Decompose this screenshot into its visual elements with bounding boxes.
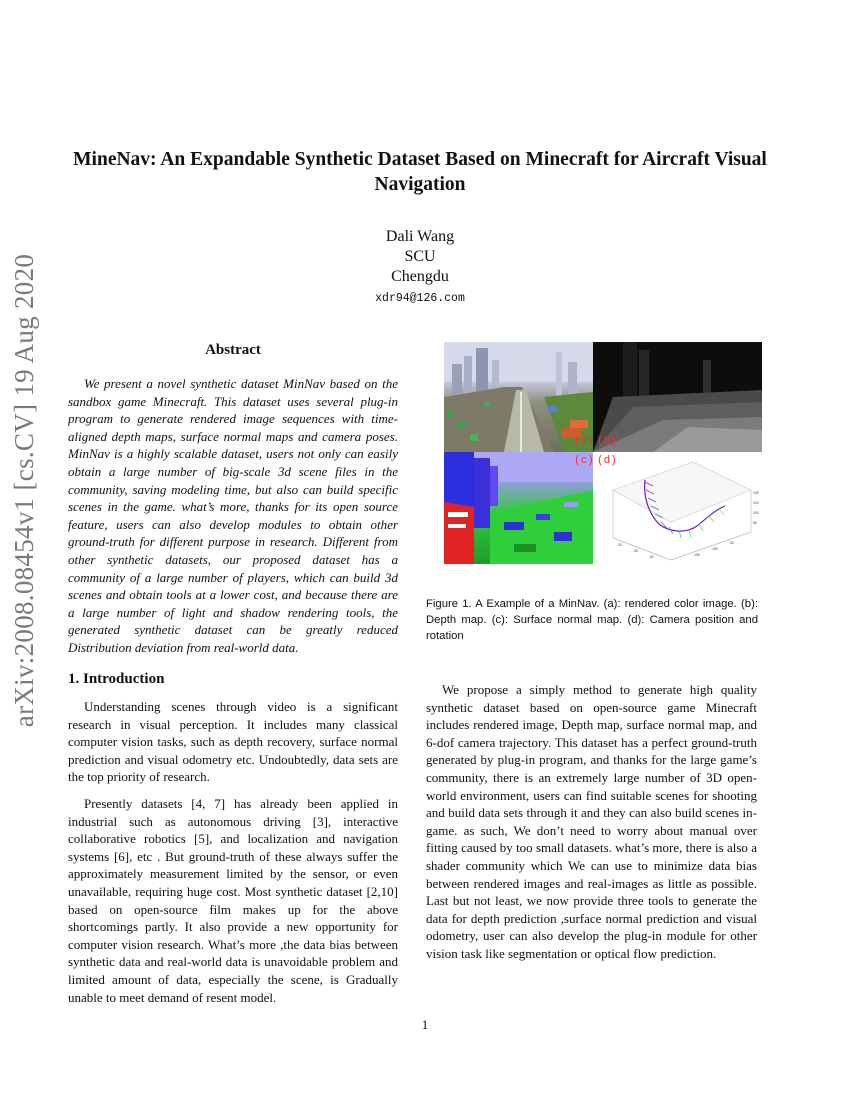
svg-text:-60: -60 — [649, 555, 654, 559]
figure-label-a: (a) — [574, 436, 594, 448]
figure-label-d: (d) — [597, 455, 617, 467]
svg-text:120: 120 — [753, 501, 759, 505]
svg-text:-20: -20 — [617, 543, 622, 547]
author-location: Chengdu — [391, 268, 449, 285]
page-number: 1 — [421, 1017, 429, 1032]
abstract-text: We present a novel synthetic dataset MinNav based on the sandbox game Minecraft. This dataset uses several plug-in program to generate rendered image sequences with time-aligned depth maps, surface normal maps and camera poses. MinNav is a highly scalable dataset, users not only can easily obtain a large number of big-scale 3d scene files in the community, saving modeling time, but also can build specific scenes in the game. what’s more, thanks for its open source feature, users can also develop modules to obtain other ground-truth for different purpose in research. Different from other synthetic datasets, our proposed dataset has a community of a large number of players, which can build 3d scenes and obtain tools at a lower cost, and because there are a large number of light and shadow rendering tools, the generated synthetic dataset can be greatly reduced Distribution deviation from real-world data. — [68, 376, 398, 655]
depth-map-image — [593, 342, 762, 452]
author-affiliation: SCU — [404, 248, 436, 265]
figure-1 — [444, 342, 762, 564]
surface-normal-map-image — [444, 452, 593, 564]
author-name: Dali Wang — [385, 228, 455, 245]
introduction-right-column — [426, 681, 757, 963]
abstract-heading: Abstract — [205, 342, 261, 358]
author-email: xdr94@126.com — [375, 292, 465, 305]
svg-text:80: 80 — [753, 521, 757, 525]
section-heading-introduction: 1. Introduction — [68, 671, 165, 687]
arxiv-identifier — [5, 253, 45, 727]
paper-title: MineNav: An Expandable Synthetic Dataset Based on Minecraft for Aircraft Visual Navigation — [73, 149, 767, 195]
svg-text:-150: -150 — [693, 553, 700, 557]
intro-paragraph-1: Understanding scenes through video is a significant research in visual perception. It includes many classical computer vision tasks, such as depth recovery, surface normal prediction and visual odometry etc. Undoubtedly, data sets are the top priority of research. — [68, 699, 398, 785]
figure-label-c: (c) — [574, 455, 594, 467]
abstract-body — [68, 375, 398, 657]
figure-caption: Figure 1. A Example of a MinNav. (a): rendered color image. (b): Depth map. (c): Surface normal map. (d): Camera position and rotation — [426, 598, 758, 642]
arxiv-id-text: arXiv:2008.08454v1 [cs.CV] 19 Aug 2020 — [9, 253, 40, 727]
camera-trajectory-plot — [593, 452, 762, 564]
intro-paragraph-2: Presently datasets [4, 7] has already been applied in industrial such as autonomous driving [3], interactive collaborative robotics [5], and localization and navigation systems [6], etc . But ground-truth of these always suffer the approximately measurement limited by the sensor, or even unavailable, requiring huge cost. Most synthetic dataset [2,10] based on open-source film makes up for the above shortcomings partly. It also provide a new opportunity for computer vision research. What’s more ,the data bias between synthetic data and real-world data is unavoidable problem and limited amount of data, especially the scene, is Gradually unable to meet demand of resent model. — [68, 795, 398, 1005]
introduction-left-column — [68, 698, 398, 1015]
svg-text:100: 100 — [753, 511, 759, 515]
svg-text:-100: -100 — [711, 547, 718, 551]
rendered-color-image — [444, 342, 593, 452]
author-block — [250, 227, 590, 309]
figure-label-b: (b) — [597, 436, 617, 448]
intro-paragraph-3: We propose a simply method to generate high quality synthetic dataset based on open-source game Minecraft includes rendered image, Depth map, surface normal map, and 6-dof camera trajectory. This dataset has a perfect ground-truth generated by plug-in program, and thanks for the large game’s community, there is an extremely large number of 3D open-world environment, users can find suitable scenes for shooting and build data sets through it and they can also build scenes in-game. as such, We don’t need to worry about manual over fitting caused by too small datasets. what’s more, there is also a shader community which We can use to minimize data bias between rendered images and real-images as little as possible. Last but not least, we now provide three tools to generate the data for depth prediction ,surface normal prediction and visual odometry, user can also develop the plug-in module for other vision task like segmentation or optical flow prediction. — [426, 682, 757, 961]
svg-text:-50: -50 — [729, 541, 734, 545]
svg-text:-40: -40 — [633, 549, 638, 553]
svg-text:140: 140 — [753, 491, 759, 495]
